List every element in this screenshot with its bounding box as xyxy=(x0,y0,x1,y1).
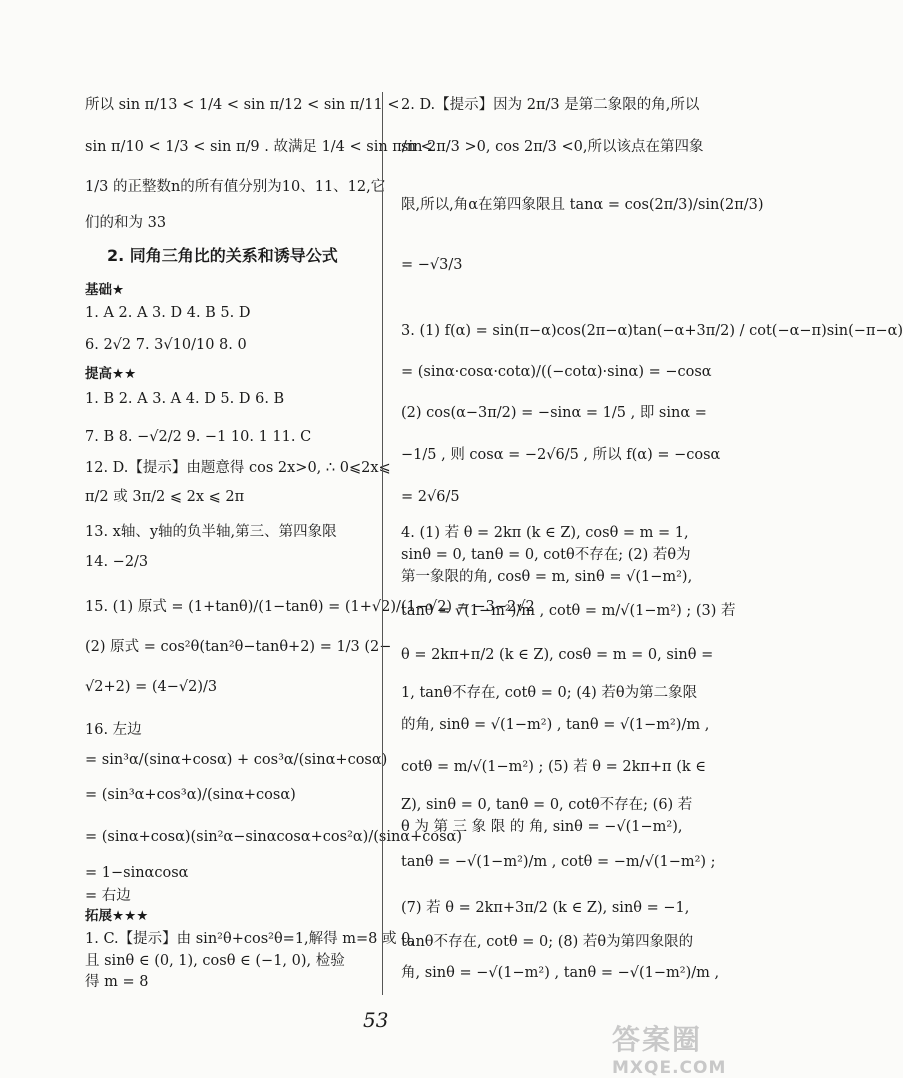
answer-line: cotθ = m/√(1−m²) ; (5) 若 θ = 2kπ+π (k ∈ xyxy=(401,759,706,775)
answer-line: 3. (1) f(α) = sin(π−α)cos(2π−α)tan(−α+3π/2) / cot(−α−π)sin(−π−α) xyxy=(401,323,903,339)
answer-line: = sin³α/(sinα+cosα) + cos³α/(sinα+cosα) xyxy=(85,752,388,768)
answer-line: 1. A 2. A 3. D 4. B 5. D xyxy=(85,305,251,321)
answer-line: = 1−sinαcosα xyxy=(85,865,189,881)
answer-line: 14. −2/3 xyxy=(85,554,149,570)
answer-line: 们的和为 33 xyxy=(85,215,167,231)
section-title: 2. 同角三角比的关系和诱导公式 xyxy=(107,246,338,265)
answer-line: 得 m = 8 xyxy=(85,974,149,990)
answer-line: 15. (1) 原式 = (1+tanθ)/(1−tanθ) = (1+√2)/(1−√2) = −3−2√2 xyxy=(85,599,535,615)
answer-line: 所以 sin π/13 < 1/4 < sin π/12 < sin π/11 < xyxy=(85,97,400,113)
answer-line: (7) 若 θ = 2kπ+3π/2 (k ∈ Z), sinθ = −1, xyxy=(401,900,690,916)
answer-line: 16. 左边 xyxy=(85,722,142,738)
answer-line: = 2√6/5 xyxy=(401,489,460,505)
watermark-url: MXQE.COM xyxy=(612,1058,727,1078)
answer-line: −1/5 , 则 cosα = −2√6/5 , 所以 f(α) = −cosα xyxy=(401,447,721,463)
answer-line: 7. B 8. −√2/2 9. −1 10. 1 11. C xyxy=(85,429,312,445)
answer-line: tanθ不存在, cotθ = 0; (8) 若θ为第四象限的 xyxy=(401,934,694,950)
answer-line: π/2 或 3π/2 ⩽ 2x ⩽ 2π xyxy=(85,489,245,505)
answer-line: Z), sinθ = 0, tanθ = 0, cotθ不存在; (6) 若 xyxy=(401,797,693,813)
answer-line: sin 2π/3 >0, cos 2π/3 <0,所以该点在第四象 xyxy=(401,139,704,155)
column-divider xyxy=(382,92,383,995)
level-heading: 基础★ xyxy=(85,282,125,298)
answer-line: sin π/10 < 1/3 < sin π/9 . 故满足 1/4 < sin π/n < xyxy=(85,139,433,155)
answer-line: 13. x轴、y轴的负半轴,第三、第四象限 xyxy=(85,524,337,540)
answer-line: 角, sinθ = −√(1−m²) , tanθ = −√(1−m²)/m , xyxy=(401,965,720,981)
answer-line: θ 为 第 三 象 限 的 角, sinθ = −√(1−m²), xyxy=(401,819,683,835)
level-heading: 拓展★★★ xyxy=(85,908,149,924)
answer-line: tanθ = −√(1−m²)/m , cotθ = −m/√(1−m²) ; xyxy=(401,854,716,870)
answer-line: 且 sinθ ∈ (0, 1), cosθ ∈ (−1, 0), 检验 xyxy=(85,953,345,969)
answer-line: = (sinα+cosα)(sin²α−sinαcosα+cos²α)/(sinα+cosα) xyxy=(85,829,462,845)
answer-line: 1, tanθ不存在, cotθ = 0; (4) 若θ为第二象限 xyxy=(401,685,698,701)
answer-line: 12. D.【提示】由题意得 cos 2x>0, ∴ 0⩽2x⩽ xyxy=(85,460,391,476)
answer-line: 限,所以,角α在第四象限且 tanα = cos(2π/3)/sin(2π/3) xyxy=(401,197,764,213)
answer-line: 4. (1) 若 θ = 2kπ (k ∈ Z), cosθ = m = 1, xyxy=(401,525,689,541)
answer-line: 2. D.【提示】因为 2π/3 是第二象限的角,所以 xyxy=(401,97,700,113)
answer-line: 1/3 的正整数n的所有值分别为10、11、12,它 xyxy=(85,179,386,195)
answer-line: = (sinα·cosα·cotα)/((−cotα)·sinα) = −cosα xyxy=(401,364,712,380)
page-number: 53 xyxy=(363,1008,389,1032)
answer-line: (2) 原式 = cos²θ(tan²θ−tanθ+2) = 1/3 (2− xyxy=(85,639,392,655)
answer-line: √2+2) = (4−√2)/3 xyxy=(85,679,218,695)
answer-line: = −√3/3 xyxy=(401,257,463,273)
answer-line: 第一象限的角, cosθ = m, sinθ = √(1−m²), xyxy=(401,569,693,585)
answer-line: sinθ = 0, tanθ = 0, cotθ不存在; (2) 若θ为 xyxy=(401,547,691,563)
watermark xyxy=(612,1018,742,1078)
watermark-text: 答案圈 xyxy=(612,1023,703,1056)
answer-line: 6. 2√2 7. 3√10/10 8. 0 xyxy=(85,337,247,353)
answer-line: θ = 2kπ+π/2 (k ∈ Z), cosθ = m = 0, sinθ = xyxy=(401,647,714,663)
answer-line: (2) cos(α−3π/2) = −sinα = 1/5 , 即 sinα = xyxy=(401,405,707,421)
level-heading: 提高★★ xyxy=(85,366,137,382)
answer-line: tanθ = √(1−m²)/m , cotθ = m/√(1−m²) ; (3) 若 xyxy=(401,603,736,619)
answer-line: = 右边 xyxy=(85,888,131,904)
answer-line: = (sin³α+cos³α)/(sinα+cosα) xyxy=(85,787,296,803)
answer-line: 1. B 2. A 3. A 4. D 5. D 6. B xyxy=(85,391,285,407)
answer-line: 的角, sinθ = √(1−m²) , tanθ = √(1−m²)/m , xyxy=(401,717,710,733)
answer-line: 1. C.【提示】由 sin²θ+cos²θ=1,解得 m=8 或 0, xyxy=(85,931,415,947)
